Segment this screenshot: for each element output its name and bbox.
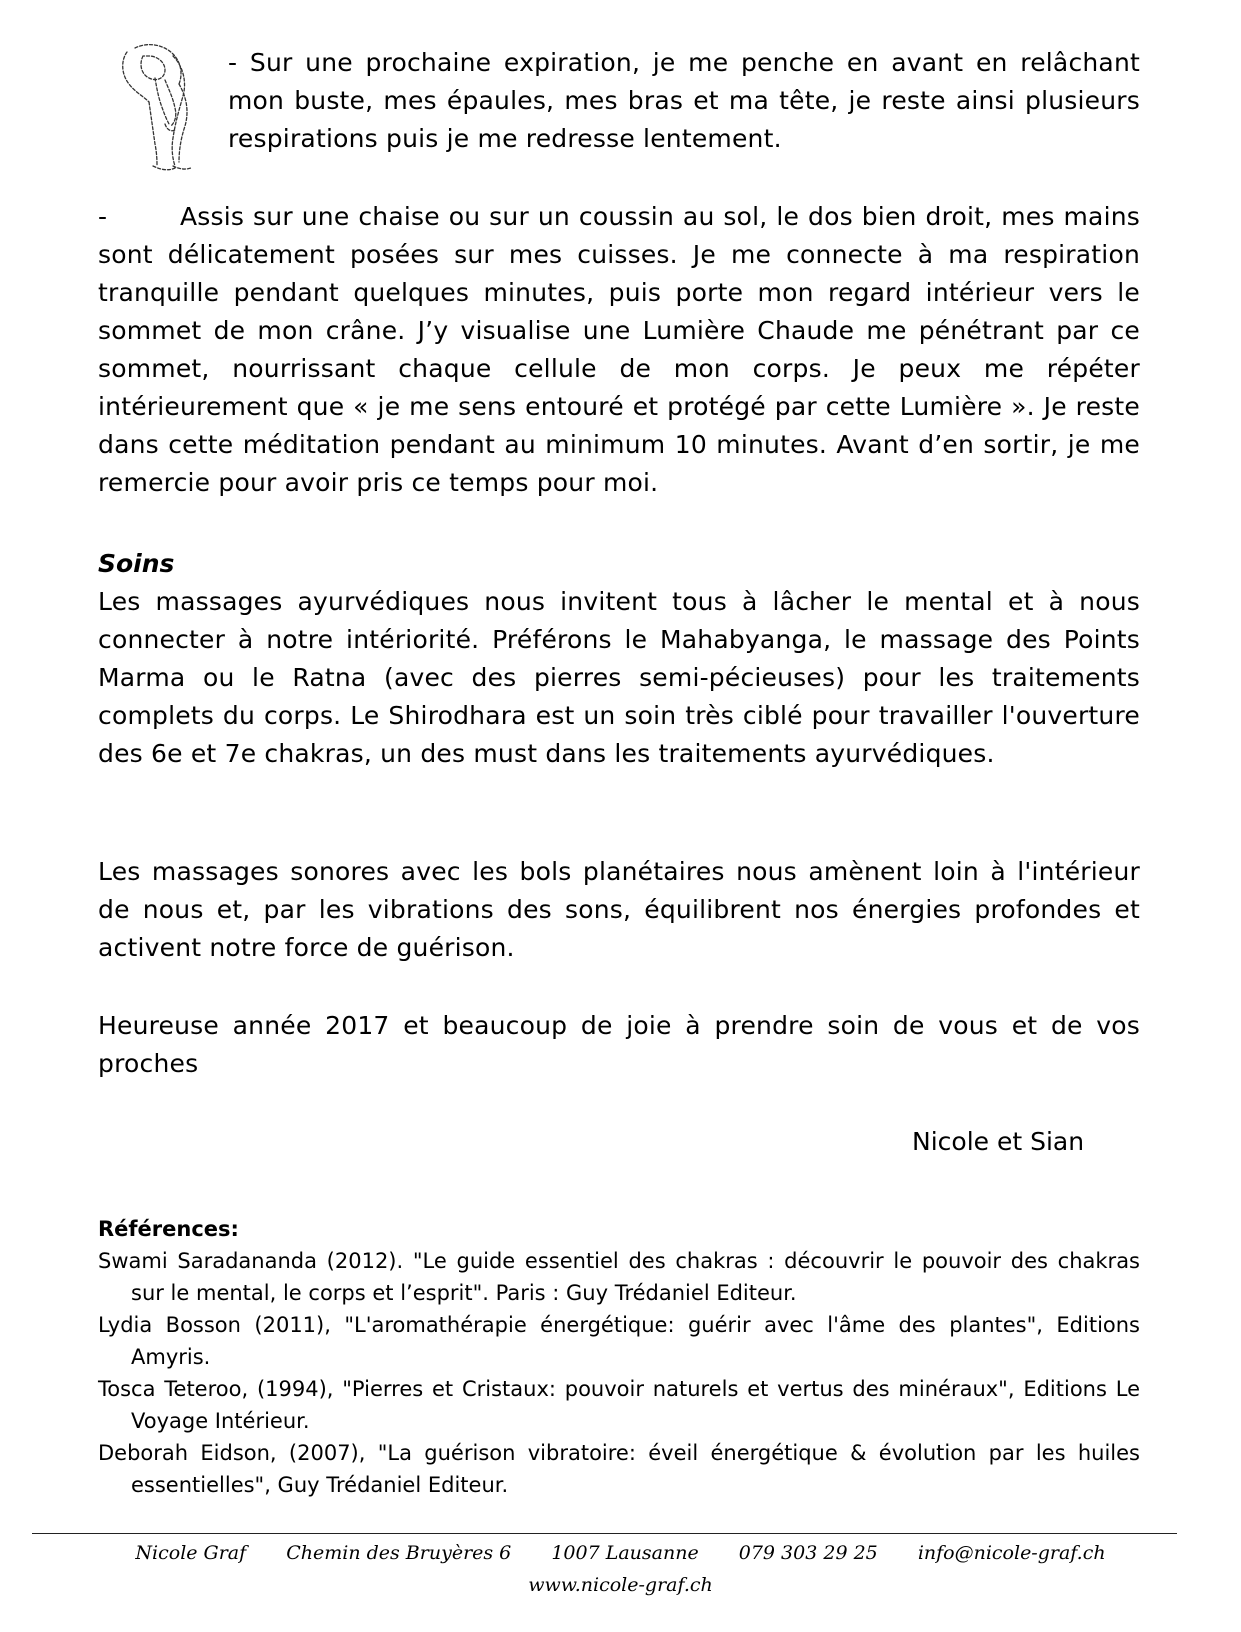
yoga-forward-bend-figure-icon — [113, 38, 199, 174]
list-dash: - — [98, 202, 108, 231]
reference-item: Deborah Eidson, (2007), "La guérison vibratoire: éveil énergétique & évolution par les huiles essentielles", Guy Trédaniel Editeur. — [98, 1441, 1140, 1497]
paragraph-ayurvedic-massages: Les massages ayurvédiques nous invitent tous à lâcher le mental et à nous connecter à notre intériorité. Préférons le Mahabyanga, le massage des Points Marma ou le Ratna (avec des pierres semi-pécieuses) pour les traitements complets du corps. Le Shirodhara est un soin très ciblé pour travailler l'ouverture des 6e et 7e chakras, un des must dans les traitements ayurvédiques. — [98, 587, 1140, 768]
footer-divider — [32, 1533, 1177, 1534]
paragraph-meditation-text: Assis sur une chaise ou sur un coussin au sol, le dos bien droit, mes mains sont délicatement posées sur mes cuisses. Je me connecte à ma respiration tranquille pendant quelques minutes, puis porte mon regard intérieur vers le sommet de mon crâne. J’y visualise une Lumière Chaude me pénétrant par ce sommet, nourrissant chaque cellule de mon corps. Je peux me répéter intérieurement que « je me sens entouré et protégé par cette Lumière ». Je reste dans cette méditation pendant au minimum 10 minutes. Avant d’en sortir, je me remercie pour avoir pris ce temps pour moi. — [98, 202, 1140, 497]
reference-item: Tosca Teteroo, (1994), "Pierres et Cristaux: pouvoir naturels et vertus des minéraux", Editions Le Voyage Intérieur. — [98, 1377, 1140, 1433]
paragraph-meditation — [98, 198, 1140, 502]
references-heading: Références: — [98, 1217, 239, 1241]
references-list — [98, 1246, 1140, 1502]
section-heading-soins: Soins — [98, 549, 175, 578]
footer-name: Nicole Graf — [135, 1542, 247, 1564]
footer-city: 1007 Lausanne — [551, 1542, 699, 1564]
reference-item: Swami Saradananda (2012). "Le guide essentiel des chakras : découvrir le pouvoir des chakras sur le mental, le corps et l’esprit". Paris : Guy Trédaniel Editeur. — [98, 1249, 1140, 1305]
signature: Nicole et Sian — [912, 1127, 1085, 1156]
paragraph-sound-massages: Les massages sonores avec les bols planétaires nous amènent loin à l'intérieur de nous et, par les vibrations des sons, équilibrent nos énergies profondes et activent notre force de guérison. — [98, 857, 1140, 962]
paragraph-new-year-wishes: Heureuse année 2017 et beaucoup de joie à prendre soin de vous et de vos proches — [98, 1011, 1140, 1078]
footer-email[interactable]: info@nicole-graf.ch — [917, 1542, 1106, 1564]
footer-website[interactable]: www.nicole-graf.ch — [528, 1574, 713, 1596]
footer-street: Chemin des Bruyères 6 — [286, 1542, 512, 1564]
reference-item: Lydia Bosson (2011), "L'aromathérapie énergétique: guérir avec l'âme des plantes", Editions Amyris. — [98, 1313, 1140, 1369]
footer-contact — [0, 1538, 1241, 1568]
footer-phone: 079 303 29 25 — [738, 1542, 878, 1564]
paragraph-forward-bend: - Sur une prochaine expiration, je me penche en avant en relâchant mon buste, mes épaules, mes bras et ma tête, je reste ainsi plusieurs respirations puis je me redresse lentement. — [228, 48, 1140, 153]
